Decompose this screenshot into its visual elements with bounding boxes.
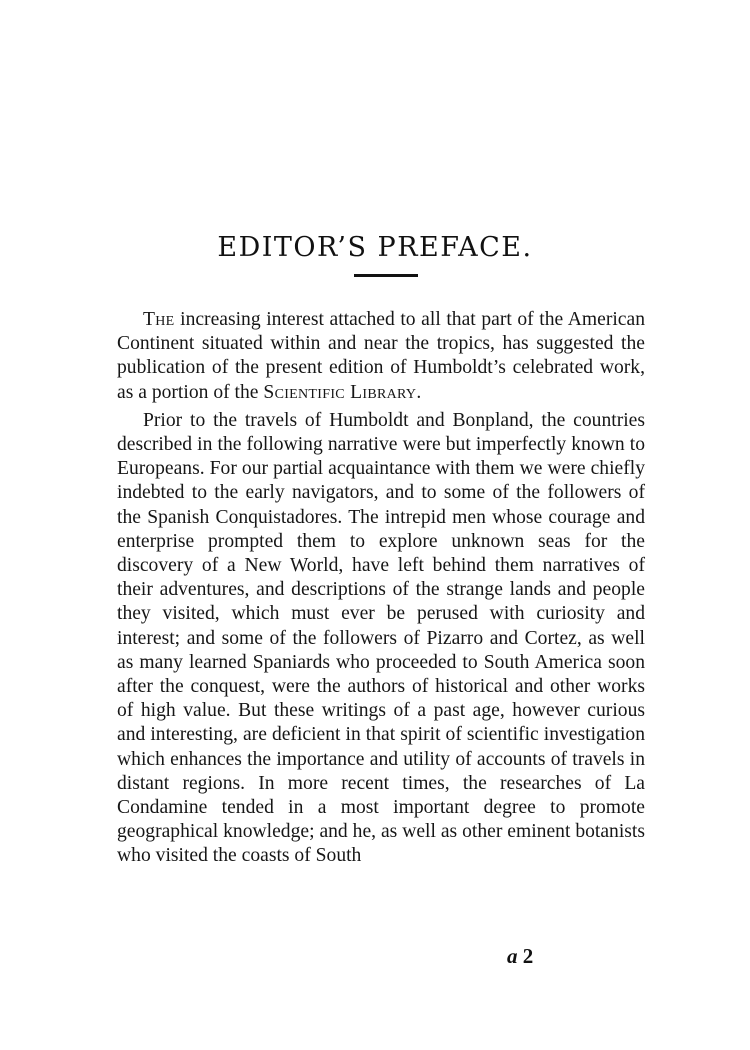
paragraph-1 bbox=[117, 308, 645, 405]
page-title: EDITOR’S PREFACE. bbox=[217, 232, 533, 264]
signature-mark bbox=[507, 944, 533, 969]
title-rule bbox=[354, 274, 418, 277]
paragraph-1-end: . bbox=[416, 381, 422, 403]
paragraph-1-lead: The bbox=[143, 309, 175, 330]
paragraph-2: Prior to the travels of Humboldt and Bonpland, the countries described in the following narrative were but imperfectly known to Europeans. For our partial acquaintance with them we were chiefly indebted to the early navigators, and to some of the followers of the Spanish Conquistadores. The intrepid men whose courage and enterprise prompted them to explore unknown seas for the discovery of a New World, have left behind them narratives of their adventures, and descriptions of the strange lands and people they visited, which must ever be perused with curiosity and interest; and some of the followers of Pizarro and Cortez, as well as many learned Spaniards who proceeded to South America soon after the conquest, were the authors of historical and other works of high value. But these writings of a past age, however curious and interesting, are deficient in that spirit of scientific investigation which enhances the importance and utility of accounts of travels in distant regions. In more recent times, the researches of La Condamine tended in a most important degree to promote geographical knowledge; and he, as well as other eminent botanists who visited the coasts of South bbox=[117, 409, 645, 867]
library-name: Scientific Library bbox=[263, 381, 417, 403]
paragraph-1-text: increasing interest attached to all that part of the American Continent situated within and near the tropics, has suggested the publication of the present edition of Humboldt’s celebrated work, as a portion of the bbox=[117, 309, 645, 403]
preface-body bbox=[117, 308, 645, 869]
signature-letter: a bbox=[507, 944, 518, 968]
signature-number: 2 bbox=[522, 944, 534, 968]
